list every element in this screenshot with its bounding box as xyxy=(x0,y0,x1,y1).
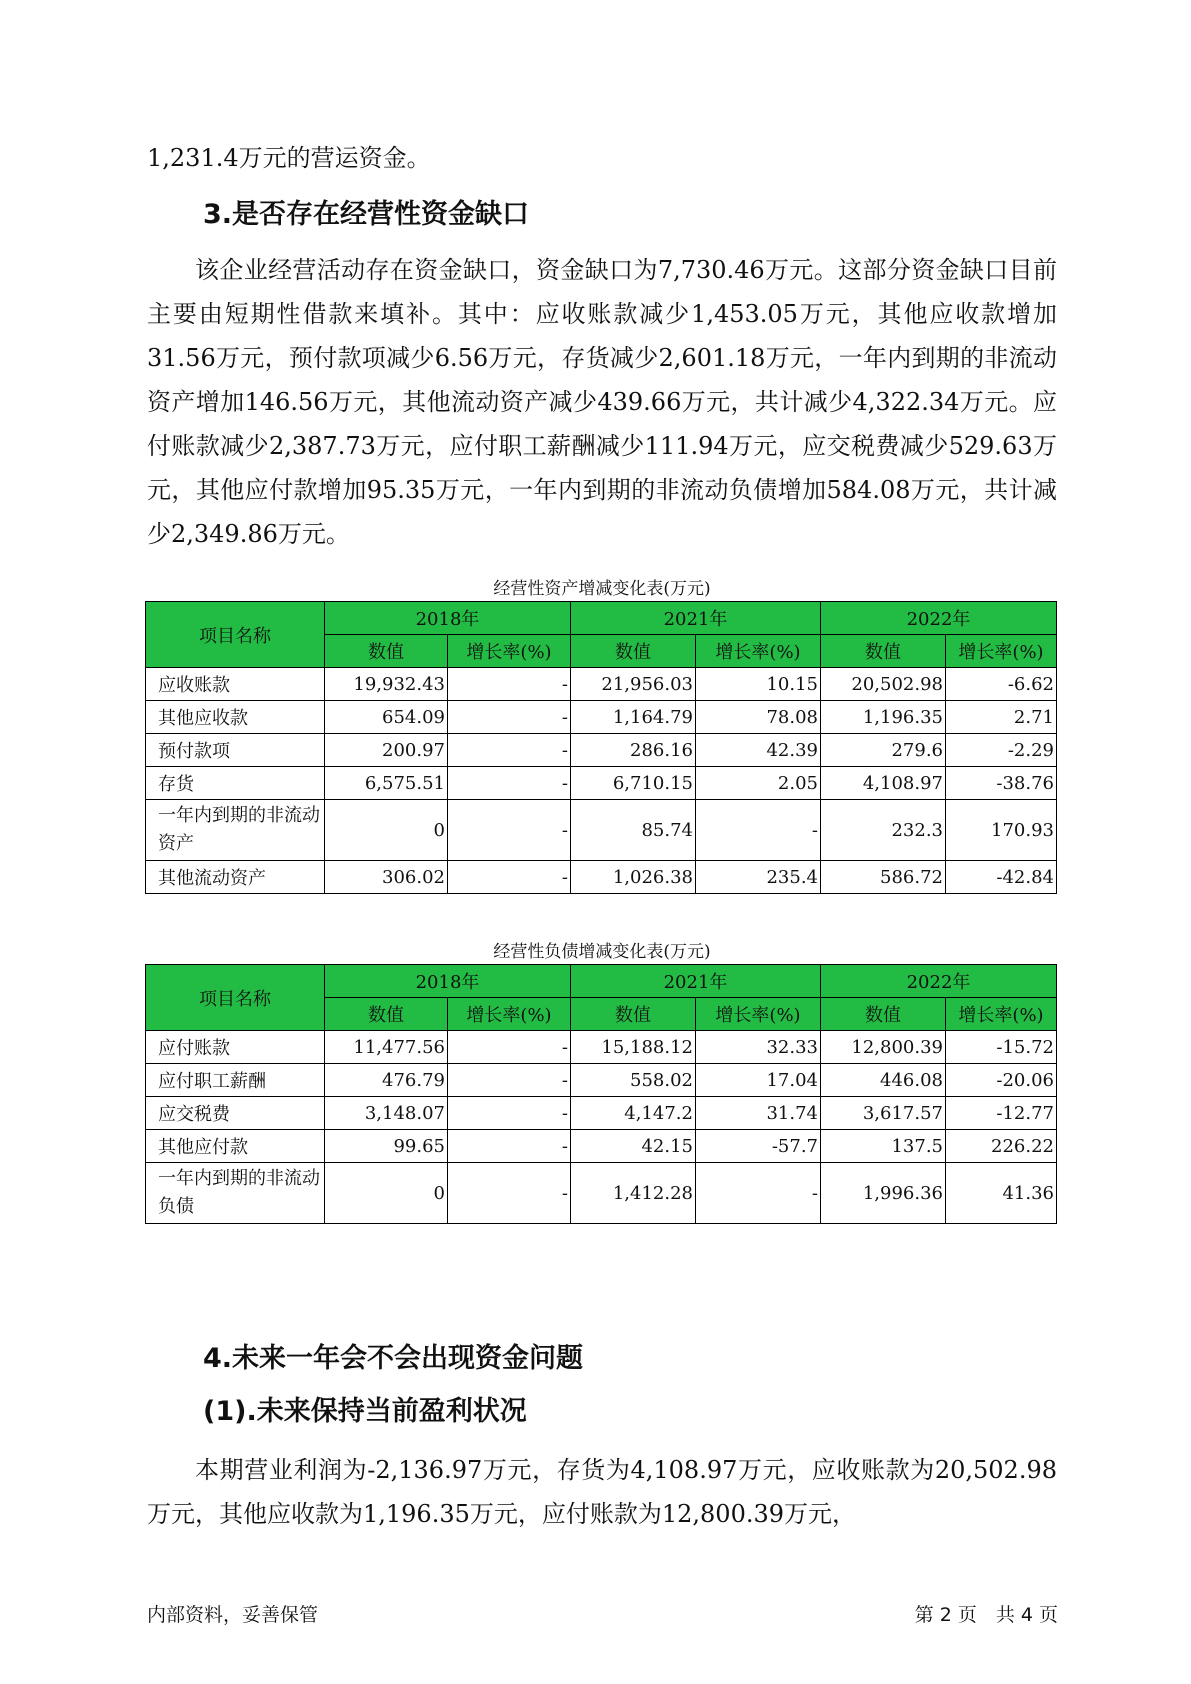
header-year-2018: 2018年 xyxy=(325,602,571,635)
header-growth-rate: 增长率(%) xyxy=(448,635,571,668)
growth-rate-cell: -12.77 xyxy=(946,1097,1057,1130)
assets-table xyxy=(145,601,1057,894)
header-year-2018: 2018年 xyxy=(325,965,571,998)
value-cell: 1,996.36 xyxy=(821,1163,946,1224)
header-year-2021: 2021年 xyxy=(571,602,821,635)
growth-rate-cell: - xyxy=(448,668,571,701)
header-value: 数值 xyxy=(325,998,448,1031)
growth-rate-cell: -38.76 xyxy=(946,767,1057,800)
header-item-name: 项目名称 xyxy=(146,965,325,1031)
growth-rate-cell: - xyxy=(448,861,571,894)
assets-table-body xyxy=(146,668,1057,894)
header-value: 数值 xyxy=(325,635,448,668)
row-item-name: 应付账款 xyxy=(146,1031,325,1064)
growth-rate-cell: 170.93 xyxy=(946,800,1057,861)
header-growth-rate: 增长率(%) xyxy=(946,635,1057,668)
value-cell: 1,196.35 xyxy=(821,701,946,734)
table-row xyxy=(146,734,1057,767)
value-cell: 0 xyxy=(325,1163,448,1224)
row-item-name: 应交税费 xyxy=(146,1097,325,1130)
value-cell: 286.16 xyxy=(571,734,696,767)
value-cell: 306.02 xyxy=(325,861,448,894)
growth-rate-cell: 42.39 xyxy=(696,734,821,767)
header-value: 数值 xyxy=(821,635,946,668)
growth-rate-cell: -6.62 xyxy=(946,668,1057,701)
row-item-name: 其他应付款 xyxy=(146,1130,325,1163)
value-cell: 200.97 xyxy=(325,734,448,767)
value-cell: 11,477.56 xyxy=(325,1031,448,1064)
growth-rate-cell: -15.72 xyxy=(946,1031,1057,1064)
value-cell: 1,164.79 xyxy=(571,701,696,734)
growth-rate-cell: 17.04 xyxy=(696,1064,821,1097)
growth-rate-cell: -20.06 xyxy=(946,1064,1057,1097)
growth-rate-cell: - xyxy=(448,701,571,734)
growth-rate-cell: - xyxy=(696,1163,821,1224)
table-row xyxy=(146,861,1057,894)
header-growth-rate: 增长率(%) xyxy=(946,998,1057,1031)
table-row xyxy=(146,767,1057,800)
header-year-2022: 2022年 xyxy=(821,965,1057,998)
growth-rate-cell: - xyxy=(448,1064,571,1097)
value-cell: 3,148.07 xyxy=(325,1097,448,1130)
growth-rate-cell: - xyxy=(696,800,821,861)
header-item-name: 项目名称 xyxy=(146,602,325,668)
growth-rate-cell: -2.29 xyxy=(946,734,1057,767)
value-cell: 21,956.03 xyxy=(571,668,696,701)
growth-rate-cell: 2.71 xyxy=(946,701,1057,734)
header-growth-rate: 增长率(%) xyxy=(696,998,821,1031)
section-3-paragraph: 该企业经营活动存在资金缺口，资金缺口为7,730.46万元。这部分资金缺口目前主要由短期性借款来填补。其中：应收账款减少1,453.05万元，其他应收款增加31.56万元，预付款项减少6.56万元，存货减少2,601.18万元，一年内到期的非流动资产增加146.56万元，其他流动资产减少439.66万元，共计减少4,322.34万元。应付账款减少2,387.73万元，应付职工薪酬减少111.94万元，应交税费减少529.63万元，其他应付款增加95.35万元，一年内到期的非流动负债增加584.08万元，共计减少2,349.86万元。 xyxy=(147,256,1057,548)
value-cell: 12,800.39 xyxy=(821,1031,946,1064)
value-cell: 99.65 xyxy=(325,1130,448,1163)
growth-rate-cell: -42.84 xyxy=(946,861,1057,894)
value-cell: 4,108.97 xyxy=(821,767,946,800)
table-row xyxy=(146,1130,1057,1163)
table-row xyxy=(146,1097,1057,1130)
section-4-paragraph: 本期营业利润为-2,136.97万元，存货为4,108.97万元，应收账款为20,502.98万元，其他应收款为1,196.35万元，应付账款为12,800.39万元， xyxy=(147,1456,1057,1528)
liabilities-table xyxy=(145,964,1057,1224)
value-cell: 85.74 xyxy=(571,800,696,861)
footer-page-number: 第 2 页 共 4 页 xyxy=(914,1604,1058,1626)
value-cell: 476.79 xyxy=(325,1064,448,1097)
value-cell: 1,026.38 xyxy=(571,861,696,894)
growth-rate-cell: -57.7 xyxy=(696,1130,821,1163)
row-item-name: 应付职工薪酬 xyxy=(146,1064,325,1097)
growth-rate-cell: 78.08 xyxy=(696,701,821,734)
header-year-2022: 2022年 xyxy=(821,602,1057,635)
value-cell: 4,147.2 xyxy=(571,1097,696,1130)
liabilities-table-caption: 经营性负债增减变化表(万元) xyxy=(493,942,711,962)
row-item-name: 应收账款 xyxy=(146,668,325,701)
row-item-name: 一年内到期的非流动负债 xyxy=(146,1163,325,1224)
footer-confidential-note: 内部资料，妥善保管 xyxy=(147,1604,319,1626)
growth-rate-cell: 41.36 xyxy=(946,1163,1057,1224)
header-year-2021: 2021年 xyxy=(571,965,821,998)
section-3-heading: 3.是否存在经营性资金缺口 xyxy=(203,199,530,230)
growth-rate-cell: - xyxy=(448,1097,571,1130)
value-cell: 558.02 xyxy=(571,1064,696,1097)
value-cell: 1,412.28 xyxy=(571,1163,696,1224)
growth-rate-cell: - xyxy=(448,734,571,767)
growth-rate-cell: - xyxy=(448,767,571,800)
table-row xyxy=(146,1163,1057,1224)
header-growth-rate: 增长率(%) xyxy=(448,998,571,1031)
value-cell: 654.09 xyxy=(325,701,448,734)
growth-rate-cell: - xyxy=(448,1130,571,1163)
assets-table-caption: 经营性资产增减变化表(万元) xyxy=(493,579,711,599)
table-row xyxy=(146,701,1057,734)
row-item-name: 存货 xyxy=(146,767,325,800)
growth-rate-cell: 10.15 xyxy=(696,668,821,701)
table-row xyxy=(146,1031,1057,1064)
value-cell: 137.5 xyxy=(821,1130,946,1163)
value-cell: 19,932.43 xyxy=(325,668,448,701)
table-row xyxy=(146,668,1057,701)
value-cell: 6,575.51 xyxy=(325,767,448,800)
growth-rate-cell: 2.05 xyxy=(696,767,821,800)
growth-rate-cell: 32.33 xyxy=(696,1031,821,1064)
growth-rate-cell: 226.22 xyxy=(946,1130,1057,1163)
value-cell: 279.6 xyxy=(821,734,946,767)
growth-rate-cell: - xyxy=(448,800,571,861)
row-item-name: 其他流动资产 xyxy=(146,861,325,894)
row-item-name: 其他应收款 xyxy=(146,701,325,734)
value-cell: 0 xyxy=(325,800,448,861)
header-value: 数值 xyxy=(571,635,696,668)
liabilities-table-body xyxy=(146,1031,1057,1224)
value-cell: 20,502.98 xyxy=(821,668,946,701)
value-cell: 232.3 xyxy=(821,800,946,861)
table-row xyxy=(146,800,1057,861)
header-value: 数值 xyxy=(821,998,946,1031)
value-cell: 586.72 xyxy=(821,861,946,894)
growth-rate-cell: 235.4 xyxy=(696,861,821,894)
growth-rate-cell: 31.74 xyxy=(696,1097,821,1130)
table-row xyxy=(146,1064,1057,1097)
section-4-subheading: (1).未来保持当前盈利状况 xyxy=(203,1396,527,1427)
value-cell: 6,710.15 xyxy=(571,767,696,800)
growth-rate-cell: - xyxy=(448,1163,571,1224)
value-cell: 3,617.57 xyxy=(821,1097,946,1130)
value-cell: 15,188.12 xyxy=(571,1031,696,1064)
intro-paragraph: 1,231.4万元的营运资金。 xyxy=(147,144,431,172)
value-cell: 42.15 xyxy=(571,1130,696,1163)
header-growth-rate: 增长率(%) xyxy=(696,635,821,668)
row-item-name: 预付款项 xyxy=(146,734,325,767)
growth-rate-cell: - xyxy=(448,1031,571,1064)
row-item-name: 一年内到期的非流动资产 xyxy=(146,800,325,861)
value-cell: 446.08 xyxy=(821,1064,946,1097)
header-value: 数值 xyxy=(571,998,696,1031)
section-4-heading: 4.未来一年会不会出现资金问题 xyxy=(203,1343,584,1374)
